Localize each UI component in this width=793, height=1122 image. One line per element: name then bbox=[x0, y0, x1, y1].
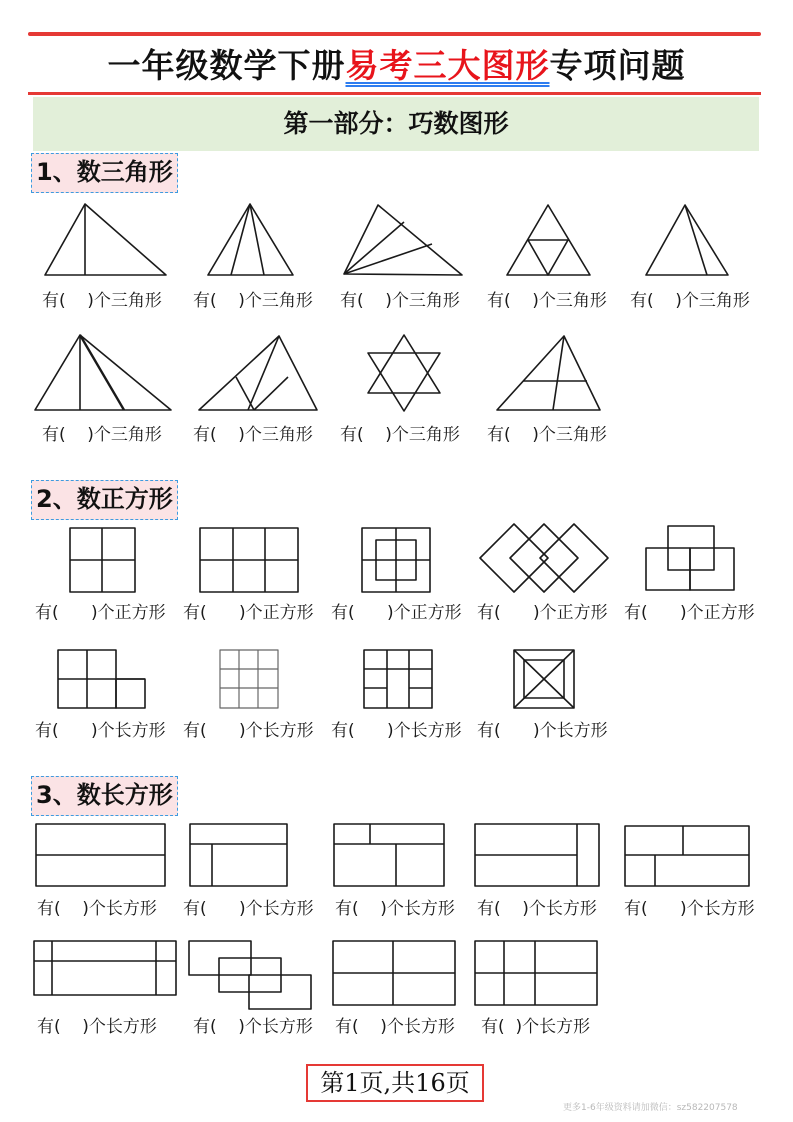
answer-rect-2: 有( )个长方形 bbox=[183, 721, 314, 741]
triangle-figure-5 bbox=[643, 202, 731, 278]
answer-square-1: 有( )个正方形 bbox=[35, 603, 166, 623]
rect-figure-comb-grid bbox=[362, 648, 434, 710]
rect-figure-nested-diagonals bbox=[512, 648, 576, 710]
rect-figure-9 bbox=[623, 824, 751, 888]
section-label-squares: 2、数正方形 bbox=[31, 480, 178, 520]
answer-rect-6: 有( )个长方形 bbox=[183, 899, 314, 919]
title-underline-rule bbox=[28, 92, 761, 95]
part-banner: 第一部分：巧数图形 bbox=[33, 97, 759, 151]
watermark: 更多1-6年级资料请加微信：sz582207578 bbox=[563, 1103, 738, 1113]
triangle-figure-1 bbox=[40, 202, 170, 278]
triangle-figure-6 bbox=[32, 333, 174, 413]
square-figure-3 bbox=[360, 526, 434, 594]
answer-square-4: 有( )个正方形 bbox=[477, 603, 608, 623]
triangle-figure-9 bbox=[494, 333, 604, 413]
answer-square-3: 有( )个正方形 bbox=[331, 603, 462, 623]
answer-triangle-3: 有( )个三角形 bbox=[340, 291, 460, 311]
answer-rect-7: 有( )个长方形 bbox=[335, 899, 455, 919]
answer-rect-9: 有( )个长方形 bbox=[624, 899, 755, 919]
answer-rect-4: 有( )个长方形 bbox=[477, 721, 608, 741]
answer-rect-12: 有( )个长方形 bbox=[335, 1017, 455, 1037]
answer-triangle-2: 有( )个三角形 bbox=[193, 291, 313, 311]
answer-square-5: 有( )个正方形 bbox=[624, 603, 755, 623]
answer-rect-1: 有( )个长方形 bbox=[35, 721, 166, 741]
answer-rect-11: 有( )个长方形 bbox=[193, 1017, 313, 1037]
triangle-figure-7 bbox=[196, 333, 322, 413]
title-highlight: 易考三大图形 bbox=[345, 46, 550, 85]
answer-rect-5: 有( )个长方形 bbox=[37, 899, 157, 919]
rect-figure-13 bbox=[473, 939, 599, 1007]
rect-figure-7 bbox=[332, 822, 446, 888]
section-label-rectangles: 3、数长方形 bbox=[31, 776, 178, 816]
answer-rect-13: 有( )个长方形 bbox=[481, 1017, 591, 1037]
rect-figure-12 bbox=[331, 939, 457, 1007]
answer-triangle-4: 有( )个三角形 bbox=[487, 291, 607, 311]
answer-rect-3: 有( )个长方形 bbox=[331, 721, 462, 741]
square-figure-5 bbox=[644, 524, 736, 592]
triangle-figure-4 bbox=[503, 202, 593, 278]
top-red-rule bbox=[28, 32, 761, 36]
answer-triangle-1: 有( )个三角形 bbox=[42, 291, 162, 311]
answer-rect-8: 有( )个长方形 bbox=[477, 899, 597, 919]
answer-triangle-9: 有( )个三角形 bbox=[487, 425, 607, 445]
rect-figure-3x3-grid bbox=[218, 648, 280, 710]
square-figure-4 bbox=[478, 522, 610, 594]
rect-figure-l-grid bbox=[56, 648, 148, 710]
page-title: 一年级数学下册易考三大图形专项问题 bbox=[107, 46, 686, 85]
answer-triangle-8: 有( )个三角形 bbox=[340, 425, 460, 445]
rect-figure-8 bbox=[473, 822, 601, 888]
answer-triangle-7: 有( )个三角形 bbox=[193, 425, 313, 445]
section-label-triangles: 1、数三角形 bbox=[31, 153, 178, 193]
rect-figure-6 bbox=[188, 822, 290, 888]
answer-rect-10: 有( )个长方形 bbox=[37, 1017, 157, 1037]
triangle-figure-3 bbox=[340, 202, 466, 278]
triangle-figure-2 bbox=[205, 202, 297, 278]
rect-figure-11-overlap bbox=[187, 939, 315, 1011]
page-number: 第1页,共16页 bbox=[306, 1064, 484, 1102]
rect-figure-10 bbox=[32, 939, 178, 997]
answer-triangle-6: 有( )个三角形 bbox=[42, 425, 162, 445]
square-figure-2 bbox=[198, 526, 302, 594]
rect-figure-5 bbox=[34, 822, 168, 888]
answer-square-2: 有( )个正方形 bbox=[183, 603, 314, 623]
square-figure-1 bbox=[68, 526, 138, 594]
answer-triangle-5: 有( )个三角形 bbox=[630, 291, 750, 311]
star-of-david-figure bbox=[364, 333, 444, 413]
